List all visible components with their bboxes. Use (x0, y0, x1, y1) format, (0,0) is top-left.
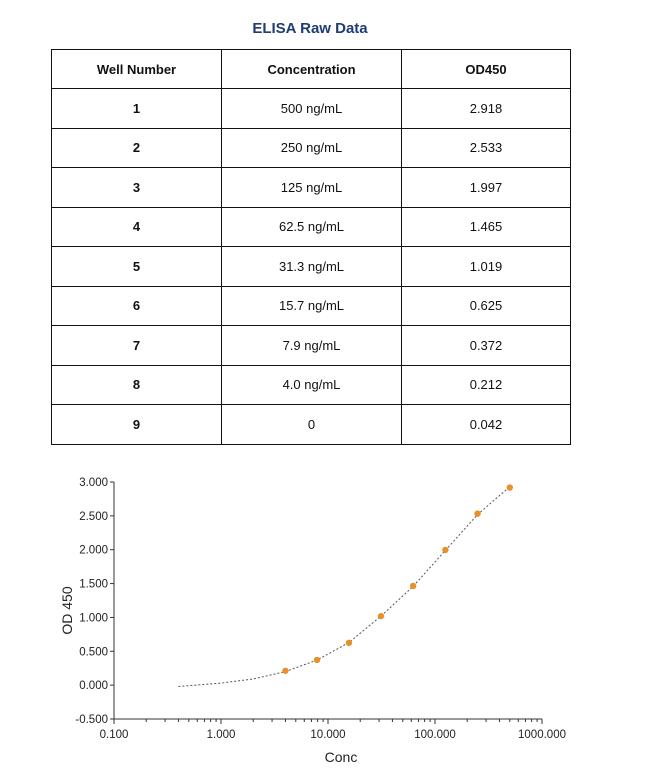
well-number-cell: 9 (52, 405, 222, 445)
od450-cell: 0.042 (402, 405, 571, 445)
concentration-cell: 7.9 ng/mL (222, 326, 402, 366)
y-tick-label: 2.000 (79, 544, 108, 557)
header-well-number: Well Number (52, 50, 222, 89)
well-number-cell: 6 (52, 286, 222, 326)
y-axis-label: OD 450 (59, 586, 75, 635)
od450-cell: 1.019 (402, 247, 571, 287)
data-point (346, 640, 352, 646)
y-tick-label: 0.500 (79, 646, 108, 659)
y-tick-label: -0.500 (75, 714, 108, 726)
concentration-cell: 4.0 ng/mL (222, 365, 402, 405)
data-point (442, 547, 448, 553)
y-tick-label: 3.000 (79, 477, 108, 489)
well-number-cell: 1 (52, 89, 222, 129)
x-tick-label: 10.000 (310, 729, 346, 741)
y-tick-label: 1.000 (79, 612, 108, 625)
page-title: ELISA Raw Data (252, 20, 368, 37)
y-tick-label: 1.500 (79, 578, 108, 591)
od450-cell: 2.918 (402, 89, 571, 129)
well-number-cell: 2 (52, 128, 222, 168)
data-point (282, 668, 288, 674)
data-point (474, 510, 480, 516)
data-point (378, 613, 384, 619)
table-row (52, 168, 571, 208)
concentration-cell: 15.7 ng/mL (222, 286, 402, 326)
od450-cell: 2.533 (402, 128, 571, 168)
data-point (410, 583, 416, 589)
table-row (52, 247, 571, 287)
od450-cell: 0.212 (402, 365, 571, 405)
table-row (52, 405, 571, 445)
table-row (52, 89, 571, 129)
well-number-cell: 4 (52, 207, 222, 247)
od450-cell: 1.997 (402, 168, 571, 208)
table-row (52, 128, 571, 168)
table-row (52, 286, 571, 326)
data-point (314, 657, 320, 663)
table-row (52, 207, 571, 247)
concentration-cell: 0 (222, 405, 402, 445)
well-number-cell: 8 (52, 365, 222, 405)
y-tick-label: 2.500 (79, 510, 108, 523)
concentration-cell: 500 ng/mL (222, 89, 402, 129)
concentration-cell: 31.3 ng/mL (222, 247, 402, 287)
table-row (52, 365, 571, 405)
header-od450: OD450 (402, 50, 571, 89)
table-row (52, 326, 571, 366)
elisa-data-table (51, 49, 571, 445)
x-tick-label: 1000.000 (518, 729, 566, 741)
od450-cell: 0.372 (402, 326, 571, 366)
well-number-cell: 5 (52, 247, 222, 287)
concentration-cell: 62.5 ng/mL (222, 207, 402, 247)
concentration-cell: 250 ng/mL (222, 128, 402, 168)
od450-cell: 0.625 (402, 286, 571, 326)
header-concentration: Concentration (222, 50, 402, 89)
x-tick-label: 1.000 (206, 729, 236, 741)
concentration-cell: 125 ng/mL (222, 168, 402, 208)
x-axis-label: Conc (324, 749, 358, 765)
table-header-row (52, 50, 571, 89)
well-number-cell: 7 (52, 326, 222, 366)
x-tick-label: 0.100 (99, 729, 129, 741)
y-tick-label: 0.000 (79, 680, 108, 693)
data-point (507, 484, 513, 490)
well-number-cell: 3 (52, 168, 222, 208)
x-tick-label: 100.000 (414, 729, 456, 741)
fit-curve (178, 487, 509, 687)
standard-curve-chart (0, 470, 650, 770)
od450-cell: 1.465 (402, 207, 571, 247)
